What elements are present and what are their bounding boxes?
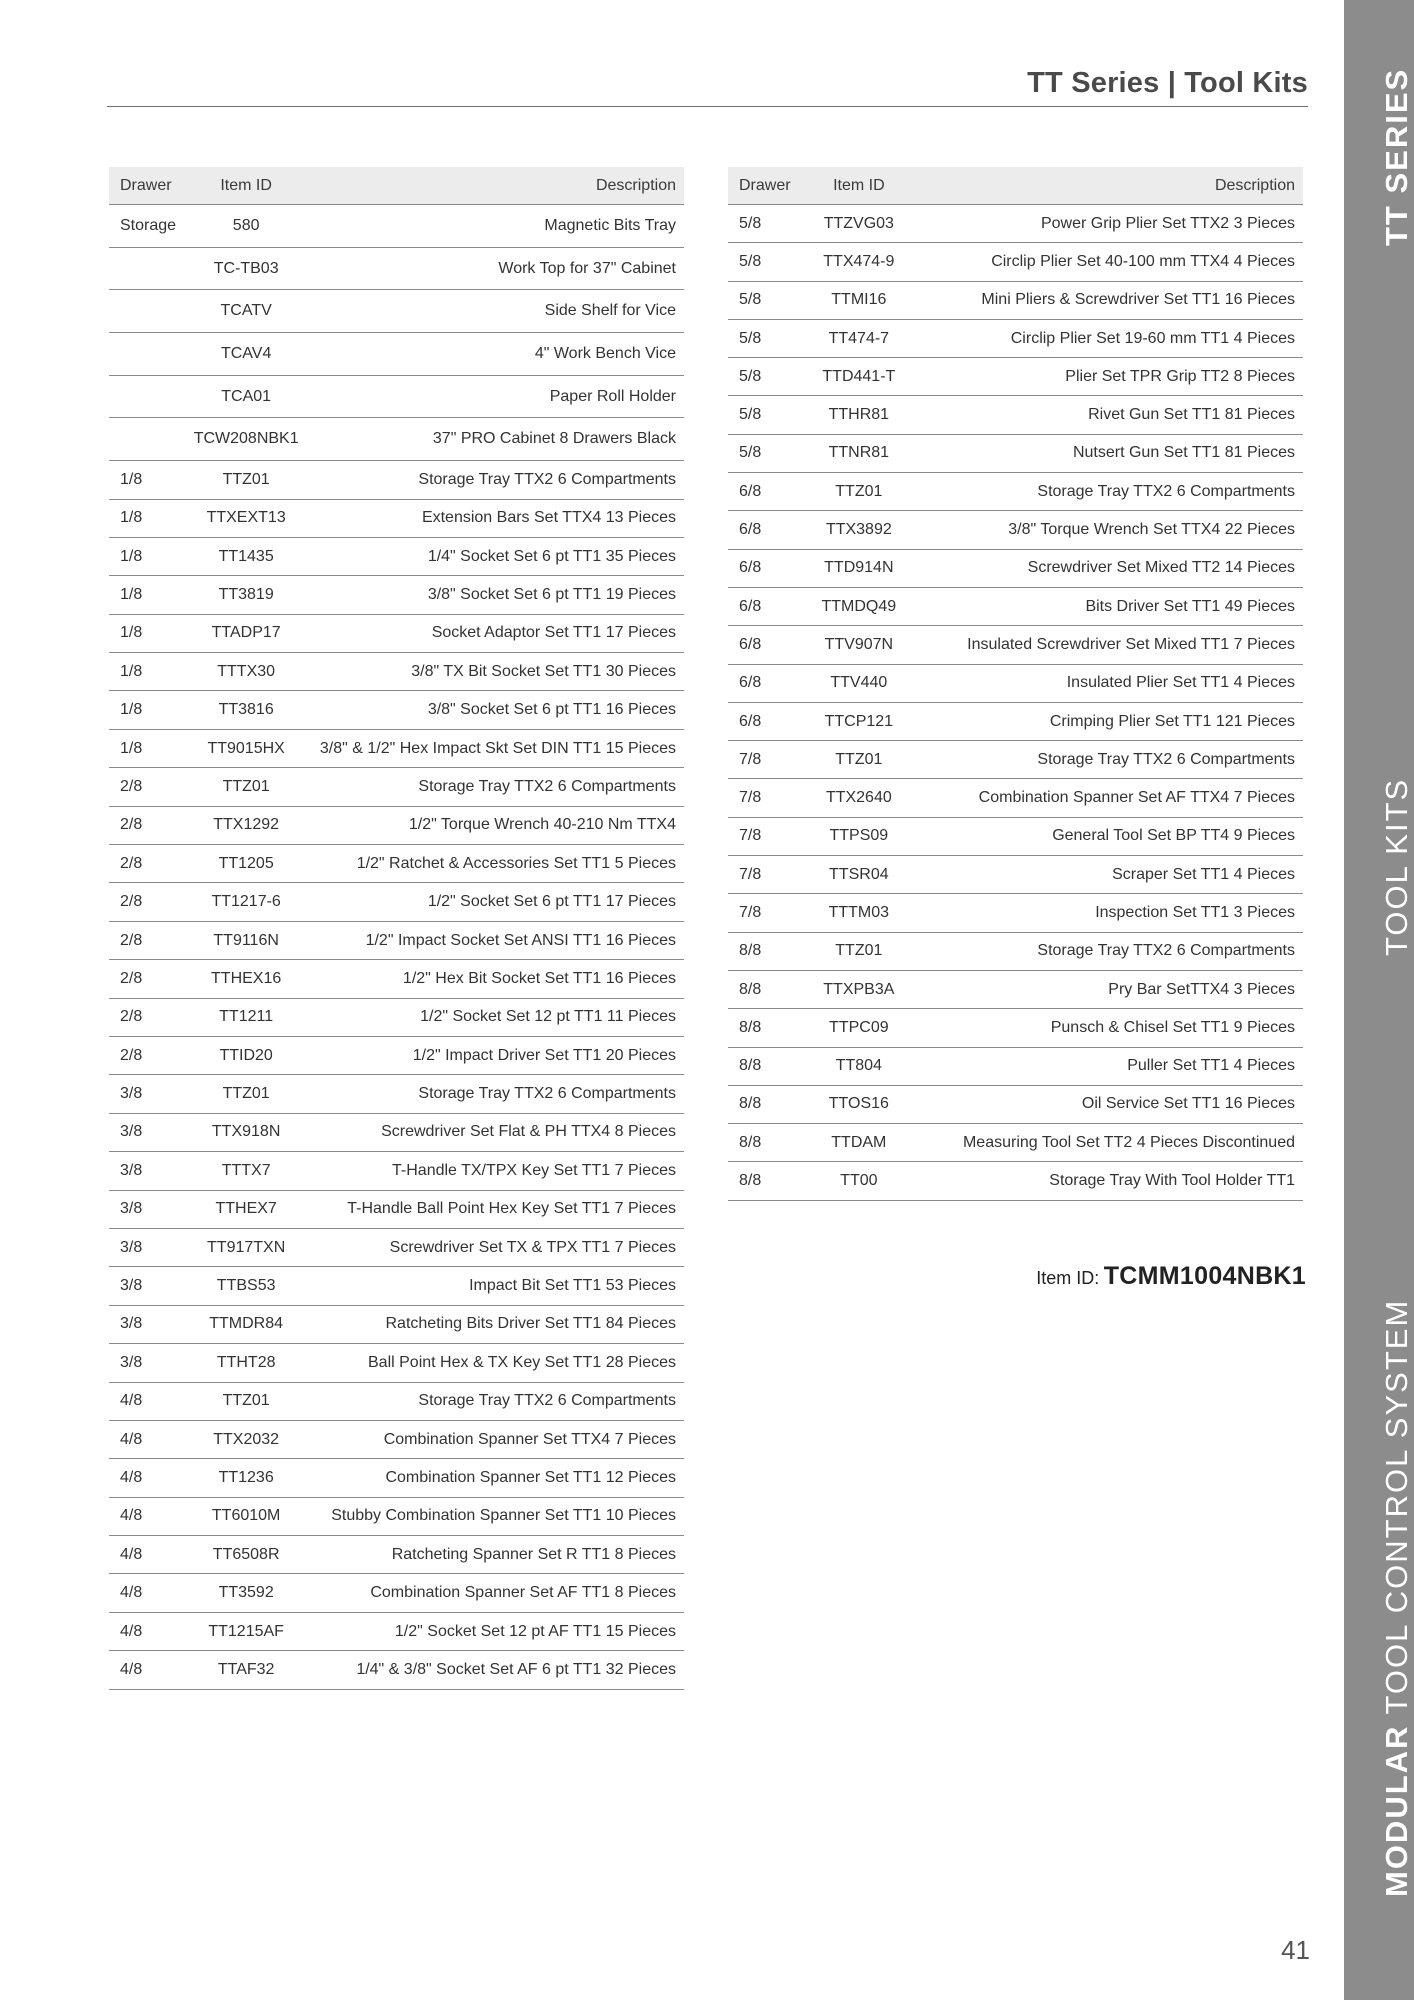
table-row (109, 729, 684, 767)
cell-item-id: TTID20 (185, 1036, 307, 1074)
cell-item-id: TTBS53 (185, 1267, 307, 1305)
cell-description: 3/8" Socket Set 6 pt TT1 19 Pieces (307, 576, 684, 614)
cell-description: 37" PRO Cabinet 8 Drawers Black (307, 418, 684, 461)
table-row (109, 653, 684, 691)
cell-description: 3/8" Torque Wrench Set TTX4 22 Pieces (910, 511, 1303, 549)
table-row (109, 1190, 684, 1228)
table-row (109, 1075, 684, 1113)
page-header (107, 62, 1308, 107)
table-row (109, 576, 684, 614)
table-row (109, 1536, 684, 1574)
cell-item-id: TT9015HX (185, 729, 307, 767)
cell-drawer: 1/8 (109, 614, 185, 652)
cell-item-id: TTD441-T (808, 358, 910, 396)
table-row (728, 779, 1303, 817)
cell-description: Storage Tray TTX2 6 Compartments (910, 473, 1303, 511)
table-row (109, 333, 684, 376)
cell-item-id: 580 (185, 205, 307, 248)
right-parts-table (728, 167, 1303, 1201)
cell-drawer: 6/8 (728, 626, 808, 664)
cell-drawer: 6/8 (728, 664, 808, 702)
cell-item-id: TT00 (808, 1162, 910, 1200)
cell-description: Impact Bit Set TT1 53 Pieces (307, 1267, 684, 1305)
cell-item-id: TTD914N (808, 549, 910, 587)
cell-drawer: 1/8 (109, 691, 185, 729)
table-row (728, 1009, 1303, 1047)
cell-item-id: TCATV (185, 290, 307, 333)
table-row (728, 1124, 1303, 1162)
cell-item-id: TTTX7 (185, 1152, 307, 1190)
side-label-system-rest: TOOL CONTROL SYSTEM (1379, 1298, 1414, 1725)
cell-drawer: 7/8 (728, 856, 808, 894)
table-row (728, 281, 1303, 319)
side-label-series (1379, 68, 1414, 246)
cell-description: Circlip Plier Set 19-60 mm TT1 4 Pieces (910, 319, 1303, 357)
cell-drawer: 7/8 (728, 817, 808, 855)
cell-item-id: TTHEX16 (185, 960, 307, 998)
cell-item-id: TTHEX7 (185, 1190, 307, 1228)
cell-item-id: TTDAM (808, 1124, 910, 1162)
table-row (728, 626, 1303, 664)
cell-item-id: TT917TXN (185, 1228, 307, 1266)
cell-item-id: TTOS16 (808, 1085, 910, 1123)
table-row (728, 1085, 1303, 1123)
cell-drawer: 6/8 (728, 587, 808, 625)
cell-item-id: TTV907N (808, 626, 910, 664)
cell-item-id: TT6010M (185, 1497, 307, 1535)
cell-drawer: 2/8 (109, 883, 185, 921)
cell-item-id: TTZ01 (808, 932, 910, 970)
cell-description: Paper Roll Holder (307, 375, 684, 418)
table-row (109, 845, 684, 883)
table-row (109, 499, 684, 537)
cell-item-id: TTTX30 (185, 653, 307, 691)
table-row (109, 247, 684, 290)
cell-drawer: 2/8 (109, 998, 185, 1036)
table-row (109, 1036, 684, 1074)
cell-description: Storage Tray TTX2 6 Compartments (307, 1075, 684, 1113)
cell-drawer: 7/8 (728, 779, 808, 817)
cell-item-id: TTMDQ49 (808, 587, 910, 625)
cell-item-id: TT1211 (185, 998, 307, 1036)
table-row (109, 614, 684, 652)
cell-item-id: TTXPB3A (808, 970, 910, 1008)
table-row (728, 1047, 1303, 1085)
table-row (109, 921, 684, 959)
cell-description: Scraper Set TT1 4 Pieces (910, 856, 1303, 894)
cell-description: 1/2" Impact Socket Set ANSI TT1 16 Pieces (307, 921, 684, 959)
cell-drawer: 8/8 (728, 1085, 808, 1123)
table-row (728, 396, 1303, 434)
cell-description: 1/2" Torque Wrench 40-210 Nm TTX4 (307, 806, 684, 844)
cell-drawer: 2/8 (109, 960, 185, 998)
cell-item-id: TTZ01 (808, 473, 910, 511)
table-row (109, 806, 684, 844)
table-row (728, 932, 1303, 970)
cell-description: Storage Tray TTX2 6 Compartments (910, 741, 1303, 779)
cell-description: 1/2" Socket Set 6 pt TT1 17 Pieces (307, 883, 684, 921)
cell-item-id: TTHT28 (185, 1344, 307, 1382)
table-row (728, 970, 1303, 1008)
col-header-description: Description (307, 167, 684, 205)
cell-description: Insulated Plier Set TT1 4 Pieces (910, 664, 1303, 702)
cell-item-id: TT474-7 (808, 319, 910, 357)
kit-item-id-label: Item ID: (1036, 1268, 1100, 1288)
cell-description: Screwdriver Set TX & TPX TT1 7 Pieces (307, 1228, 684, 1266)
cell-drawer: 6/8 (728, 473, 808, 511)
cell-drawer: 1/8 (109, 576, 185, 614)
cell-item-id: TTX3892 (808, 511, 910, 549)
cell-item-id: TT1217-6 (185, 883, 307, 921)
cell-description: Puller Set TT1 4 Pieces (910, 1047, 1303, 1085)
table-row (109, 1574, 684, 1612)
cell-drawer: 1/8 (109, 461, 185, 499)
table-row (728, 434, 1303, 472)
cell-description: Insulated Screwdriver Set Mixed TT1 7 Pieces (910, 626, 1303, 664)
right-table-header-row (728, 167, 1303, 205)
cell-description: Combination Spanner Set TT1 12 Pieces (307, 1459, 684, 1497)
cell-drawer (109, 290, 185, 333)
cell-description: Ratcheting Bits Driver Set TT1 84 Pieces (307, 1305, 684, 1343)
cell-drawer: 1/8 (109, 499, 185, 537)
table-row (728, 587, 1303, 625)
cell-description: Power Grip Plier Set TTX2 3 Pieces (910, 205, 1303, 243)
cell-item-id: TTADP17 (185, 614, 307, 652)
cell-drawer: 3/8 (109, 1152, 185, 1190)
cell-item-id: TTNR81 (808, 434, 910, 472)
col-header-drawer: Drawer (109, 167, 185, 205)
cell-item-id: TTCP121 (808, 702, 910, 740)
col-header-item-id: Item ID (808, 167, 910, 205)
table-row (109, 537, 684, 575)
cell-drawer: 3/8 (109, 1113, 185, 1151)
table-row (109, 1344, 684, 1382)
table-row (728, 511, 1303, 549)
cell-drawer: 7/8 (728, 894, 808, 932)
cell-item-id: TT9116N (185, 921, 307, 959)
cell-description: Storage Tray TTX2 6 Compartments (307, 1382, 684, 1420)
col-header-item-id: Item ID (185, 167, 307, 205)
cell-description: Mini Pliers & Screwdriver Set TT1 16 Pieces (910, 281, 1303, 319)
cell-description: Side Shelf for Vice (307, 290, 684, 333)
cell-item-id: TT6508R (185, 1536, 307, 1574)
table-row (109, 691, 684, 729)
table-row (109, 1459, 684, 1497)
cell-description: Screwdriver Set Mixed TT2 14 Pieces (910, 549, 1303, 587)
cell-description: 1/2" Hex Bit Socket Set TT1 16 Pieces (307, 960, 684, 998)
cell-item-id: TT804 (808, 1047, 910, 1085)
cell-description: Combination Spanner Set TTX4 7 Pieces (307, 1420, 684, 1458)
cell-item-id: TTZ01 (185, 1382, 307, 1420)
right-table-body (728, 205, 1303, 1201)
cell-description: 1/2" Impact Driver Set TT1 20 Pieces (307, 1036, 684, 1074)
table-row (109, 1152, 684, 1190)
cell-description: 1/2" Ratchet & Accessories Set TT1 5 Pieces (307, 845, 684, 883)
cell-item-id: TT1205 (185, 845, 307, 883)
cell-description: Inspection Set TT1 3 Pieces (910, 894, 1303, 932)
cell-description: 1/2" Socket Set 12 pt TT1 11 Pieces (307, 998, 684, 1036)
table-row (728, 856, 1303, 894)
cell-description: Stubby Combination Spanner Set TT1 10 Pieces (307, 1497, 684, 1535)
side-label-system-bold: MODULAR (1379, 1724, 1414, 1897)
table-row (109, 205, 684, 248)
cell-drawer (109, 418, 185, 461)
page-title: TT Series | Tool Kits (1027, 67, 1308, 99)
cell-drawer: 5/8 (728, 281, 808, 319)
table-row (109, 1651, 684, 1689)
cell-item-id: TTSR04 (808, 856, 910, 894)
cell-description: Combination Spanner Set AF TTX4 7 Pieces (910, 779, 1303, 817)
left-table-header-row (109, 167, 684, 205)
table-row (728, 741, 1303, 779)
table-row (109, 883, 684, 921)
cell-drawer: 5/8 (728, 243, 808, 281)
cell-drawer: 5/8 (728, 205, 808, 243)
cell-item-id: TTZ01 (185, 768, 307, 806)
cell-item-id: TCW208NBK1 (185, 418, 307, 461)
cell-drawer: 6/8 (728, 511, 808, 549)
cell-drawer: 2/8 (109, 806, 185, 844)
cell-item-id: TTPS09 (808, 817, 910, 855)
table-row (728, 664, 1303, 702)
cell-drawer: 6/8 (728, 702, 808, 740)
cell-drawer (109, 333, 185, 376)
cell-drawer: 4/8 (109, 1382, 185, 1420)
side-label-system (1379, 1299, 1414, 1897)
cell-description: 3/8" TX Bit Socket Set TT1 30 Pieces (307, 653, 684, 691)
cell-drawer: 2/8 (109, 1036, 185, 1074)
cell-drawer: 8/8 (728, 1124, 808, 1162)
cell-drawer: 3/8 (109, 1305, 185, 1343)
cell-drawer: 5/8 (728, 396, 808, 434)
cell-drawer: 5/8 (728, 358, 808, 396)
cell-drawer: 4/8 (109, 1497, 185, 1535)
cell-description: Nutsert Gun Set TT1 81 Pieces (910, 434, 1303, 472)
cell-item-id: TT1236 (185, 1459, 307, 1497)
cell-description: Ratcheting Spanner Set R TT1 8 Pieces (307, 1536, 684, 1574)
kit-item-id-value: TCMM1004NBK1 (1103, 1262, 1306, 1290)
table-row (728, 702, 1303, 740)
cell-description: 1/4" & 3/8" Socket Set AF 6 pt TT1 32 Pieces (307, 1651, 684, 1689)
cell-drawer: 8/8 (728, 932, 808, 970)
side-label-series-text: TT SERIES (1379, 67, 1414, 246)
table-row (109, 1228, 684, 1266)
cell-drawer: 3/8 (109, 1190, 185, 1228)
cell-description: Circlip Plier Set 40-100 mm TTX4 4 Pieces (910, 243, 1303, 281)
cell-item-id: TTAF32 (185, 1651, 307, 1689)
cell-drawer: 4/8 (109, 1420, 185, 1458)
cell-drawer: 4/8 (109, 1612, 185, 1650)
cell-drawer: 8/8 (728, 1162, 808, 1200)
cell-item-id: TTZVG03 (808, 205, 910, 243)
cell-item-id: TTX2640 (808, 779, 910, 817)
cell-drawer: 6/8 (728, 549, 808, 587)
cell-item-id: TCAV4 (185, 333, 307, 376)
side-label-kits: TOOL KITS (1379, 777, 1414, 956)
cell-description: T-Handle Ball Point Hex Key Set TT1 7 Pieces (307, 1190, 684, 1228)
cell-item-id: TTZ01 (185, 1075, 307, 1113)
table-row (109, 418, 684, 461)
cell-drawer: 4/8 (109, 1459, 185, 1497)
cell-description: T-Handle TX/TPX Key Set TT1 7 Pieces (307, 1152, 684, 1190)
cell-drawer (109, 375, 185, 418)
table-row (728, 358, 1303, 396)
cell-description: General Tool Set BP TT4 9 Pieces (910, 817, 1303, 855)
cell-description: 4" Work Bench Vice (307, 333, 684, 376)
table-row (109, 1382, 684, 1420)
cell-item-id: TTXEXT13 (185, 499, 307, 537)
cell-drawer: 3/8 (109, 1228, 185, 1266)
cell-item-id: TTX474-9 (808, 243, 910, 281)
cell-description: Work Top for 37" Cabinet (307, 247, 684, 290)
table-row (728, 473, 1303, 511)
cell-item-id: TC-TB03 (185, 247, 307, 290)
cell-drawer: 2/8 (109, 768, 185, 806)
table-row (728, 894, 1303, 932)
cell-item-id: TT3592 (185, 1574, 307, 1612)
cell-description: 3/8" & 1/2" Hex Impact Skt Set DIN TT1 15 Pieces (307, 729, 684, 767)
cell-description: Rivet Gun Set TT1 81 Pieces (910, 396, 1303, 434)
cell-item-id: TTHR81 (808, 396, 910, 434)
col-header-description: Description (910, 167, 1303, 205)
table-row (109, 1305, 684, 1343)
cell-description: Combination Spanner Set AF TT1 8 Pieces (307, 1574, 684, 1612)
cell-drawer: 5/8 (728, 319, 808, 357)
cell-drawer: 4/8 (109, 1651, 185, 1689)
cell-drawer: 7/8 (728, 741, 808, 779)
table-row (109, 768, 684, 806)
cell-drawer: 1/8 (109, 653, 185, 691)
kit-item-id (900, 1262, 1306, 1291)
cell-item-id: TTX1292 (185, 806, 307, 844)
table-row (109, 375, 684, 418)
cell-description: Bits Driver Set TT1 49 Pieces (910, 587, 1303, 625)
table-row (109, 461, 684, 499)
cell-drawer: 2/8 (109, 921, 185, 959)
cell-item-id: TT3819 (185, 576, 307, 614)
cell-drawer (109, 247, 185, 290)
cell-item-id: TTTM03 (808, 894, 910, 932)
cell-drawer: 8/8 (728, 1047, 808, 1085)
table-row (109, 1612, 684, 1650)
table-row (109, 1267, 684, 1305)
cell-description: Screwdriver Set Flat & PH TTX4 8 Pieces (307, 1113, 684, 1151)
cell-description: Storage Tray TTX2 6 Compartments (307, 768, 684, 806)
cell-drawer: 3/8 (109, 1075, 185, 1113)
table-row (728, 243, 1303, 281)
cell-description: 3/8" Socket Set 6 pt TT1 16 Pieces (307, 691, 684, 729)
left-parts-table (109, 167, 684, 1690)
cell-description: Oil Service Set TT1 16 Pieces (910, 1085, 1303, 1123)
cell-description: 1/2" Socket Set 12 pt AF TT1 15 Pieces (307, 1612, 684, 1650)
cell-description: Pry Bar SetTTX4 3 Pieces (910, 970, 1303, 1008)
table-row (728, 319, 1303, 357)
cell-description: Plier Set TPR Grip TT2 8 Pieces (910, 358, 1303, 396)
cell-item-id: TTMDR84 (185, 1305, 307, 1343)
cell-description: Storage Tray TTX2 6 Compartments (910, 932, 1303, 970)
cell-description: Punsch & Chisel Set TT1 9 Pieces (910, 1009, 1303, 1047)
cell-item-id: TTX918N (185, 1113, 307, 1151)
cell-item-id: TTV440 (808, 664, 910, 702)
cell-item-id: TT3816 (185, 691, 307, 729)
cell-drawer: 1/8 (109, 729, 185, 767)
cell-drawer: 4/8 (109, 1574, 185, 1612)
cell-drawer: 1/8 (109, 537, 185, 575)
table-row (728, 1162, 1303, 1200)
cell-item-id: TTZ01 (808, 741, 910, 779)
cell-description: Magnetic Bits Tray (307, 205, 684, 248)
cell-drawer: 3/8 (109, 1267, 185, 1305)
cell-description: Storage Tray TTX2 6 Compartments (307, 461, 684, 499)
cell-drawer: 5/8 (728, 434, 808, 472)
cell-drawer: Storage (109, 205, 185, 248)
cell-description: 1/4" Socket Set 6 pt TT1 35 Pieces (307, 537, 684, 575)
table-row (109, 1497, 684, 1535)
cell-item-id: TT1215AF (185, 1612, 307, 1650)
cell-item-id: TTPC09 (808, 1009, 910, 1047)
cell-description: Storage Tray With Tool Holder TT1 (910, 1162, 1303, 1200)
table-row (109, 290, 684, 333)
cell-drawer: 3/8 (109, 1344, 185, 1382)
cell-item-id: TTX2032 (185, 1420, 307, 1458)
left-table-body (109, 205, 684, 1690)
cell-drawer: 8/8 (728, 970, 808, 1008)
table-row (728, 205, 1303, 243)
page-number: 41 (1281, 1935, 1310, 1965)
table-row (109, 1420, 684, 1458)
col-header-drawer: Drawer (728, 167, 808, 205)
cell-drawer: 4/8 (109, 1536, 185, 1574)
cell-drawer: 2/8 (109, 845, 185, 883)
cell-description: Socket Adaptor Set TT1 17 Pieces (307, 614, 684, 652)
table-row (109, 1113, 684, 1151)
cell-description: Measuring Tool Set TT2 4 Pieces Discontinued (910, 1124, 1303, 1162)
cell-item-id: TT1435 (185, 537, 307, 575)
cell-item-id: TTMI16 (808, 281, 910, 319)
table-row (728, 817, 1303, 855)
table-row (109, 960, 684, 998)
cell-item-id: TTZ01 (185, 461, 307, 499)
table-row (728, 549, 1303, 587)
cell-description: Crimping Plier Set TT1 121 Pieces (910, 702, 1303, 740)
cell-item-id: TCA01 (185, 375, 307, 418)
cell-drawer: 8/8 (728, 1009, 808, 1047)
cell-description: Extension Bars Set TTX4 13 Pieces (307, 499, 684, 537)
table-row (109, 998, 684, 1036)
cell-description: Ball Point Hex & TX Key Set TT1 28 Pieces (307, 1344, 684, 1382)
